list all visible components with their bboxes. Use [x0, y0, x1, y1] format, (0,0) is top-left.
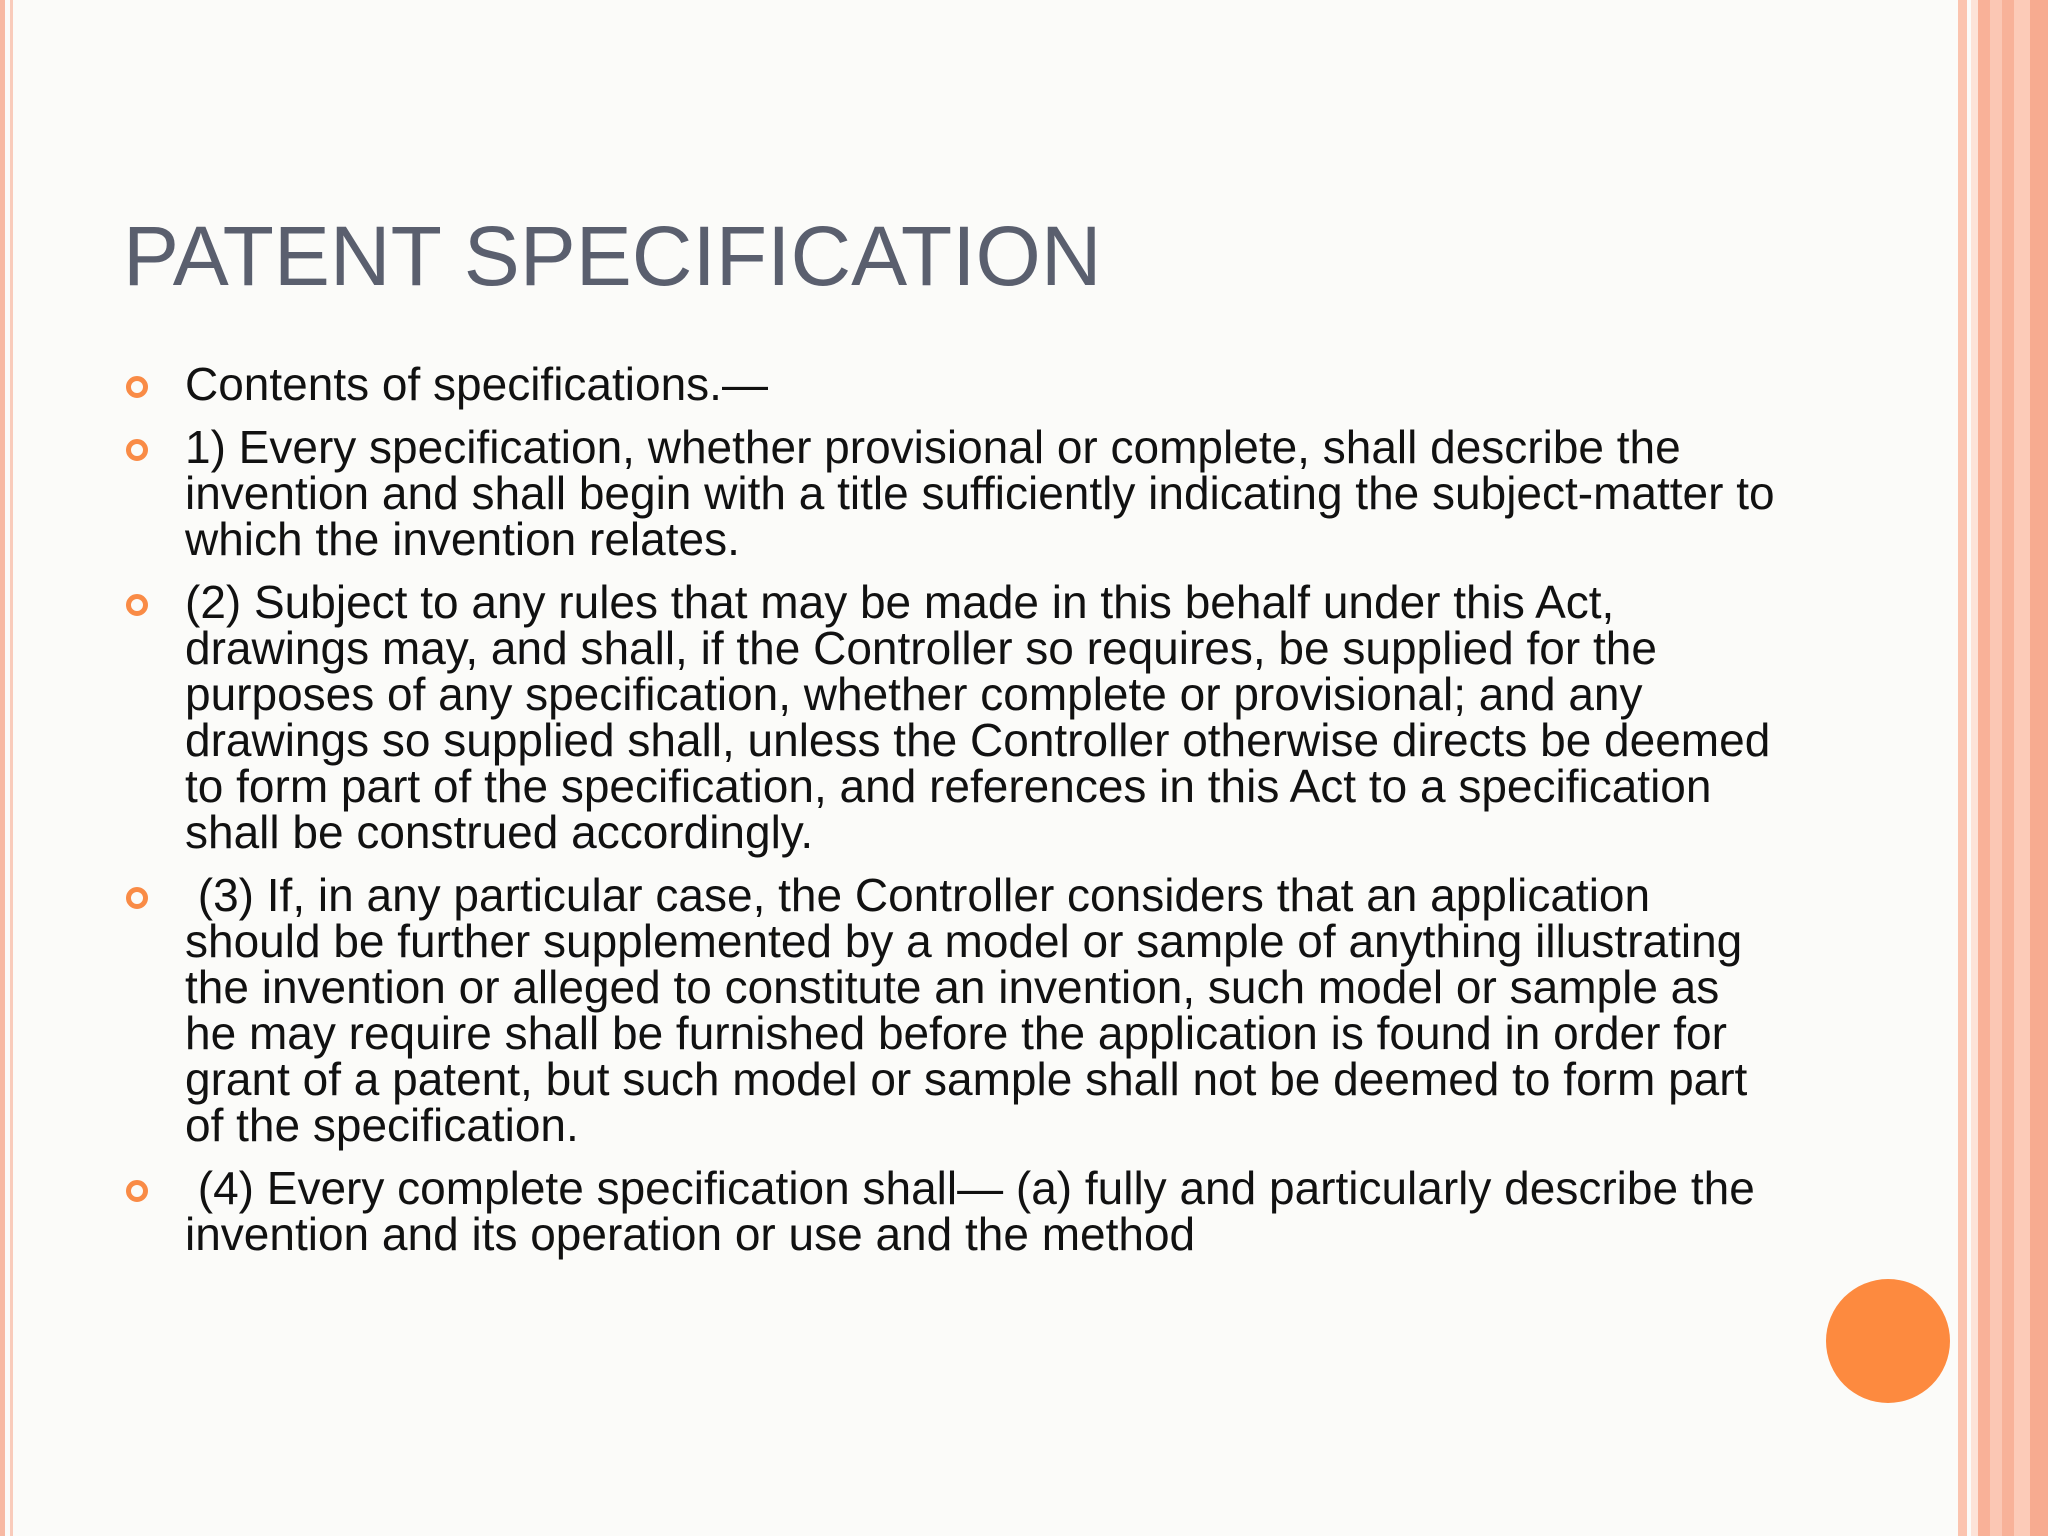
left-border-line-inner — [10, 0, 13, 1536]
right-border-stripe — [2014, 0, 2030, 1536]
bullet-item — [122, 1162, 1782, 1260]
hollow-circle-bullet-icon — [126, 887, 148, 909]
orange-circle-decoration — [1826, 1279, 1950, 1403]
slide-title: PATENT SPECIFICATION — [123, 209, 1102, 303]
right-border-stripe — [1958, 0, 1967, 1536]
hollow-circle-bullet-icon — [126, 594, 148, 616]
bullet-item — [122, 358, 1782, 410]
right-border-stripe — [1971, 0, 1978, 1536]
hollow-circle-bullet-icon — [126, 439, 148, 461]
bullet-text: (2) Subject to any rules that may be made in this behalf under this Act, drawings may, and shall, if the Controller so requires, be supplied for the purposes of any specification, whether complete or provisional; and any drawings so supplied shall, unless the Controller otherwise directs be deemed to form part of the specification, and references in this Act to a specification shall be construed accordingly. — [185, 576, 1784, 858]
bullet-text: 1) Every specification, whether provisional or complete, shall describe the invention and shall begin with a title sufficiently indicating the subject-matter to which the invention relates. — [185, 421, 1788, 565]
hollow-circle-bullet-icon — [126, 1180, 148, 1202]
hollow-circle-bullet-icon — [126, 376, 148, 398]
bullet-item — [122, 869, 1782, 1151]
bullet-list — [122, 358, 1788, 1274]
bullet-item — [122, 576, 1784, 858]
bullet-text: (3) If, in any particular case, the Controller considers that an application should be further supplemented by a model or sample of anything illustrating the invention or alleged to constitute an invention, such model or sample as he may require shall be furnished before the application is found in order for grant of a patent, but such model or sample shall not be deemed to form part of the specification. — [185, 869, 1761, 1151]
right-border-stripe — [2030, 0, 2048, 1536]
right-border-stripe — [1978, 0, 1990, 1536]
bullet-text: Contents of specifications.— — [185, 358, 768, 410]
right-border-stripe — [1990, 0, 2002, 1536]
bullet-item — [122, 421, 1788, 565]
left-border-line — [0, 0, 5, 1536]
right-border-stripe — [2002, 0, 2014, 1536]
bullet-text: (4) Every complete specification shall— (a) fully and particularly describe the invention and its operation or use and the method — [185, 1162, 1768, 1260]
